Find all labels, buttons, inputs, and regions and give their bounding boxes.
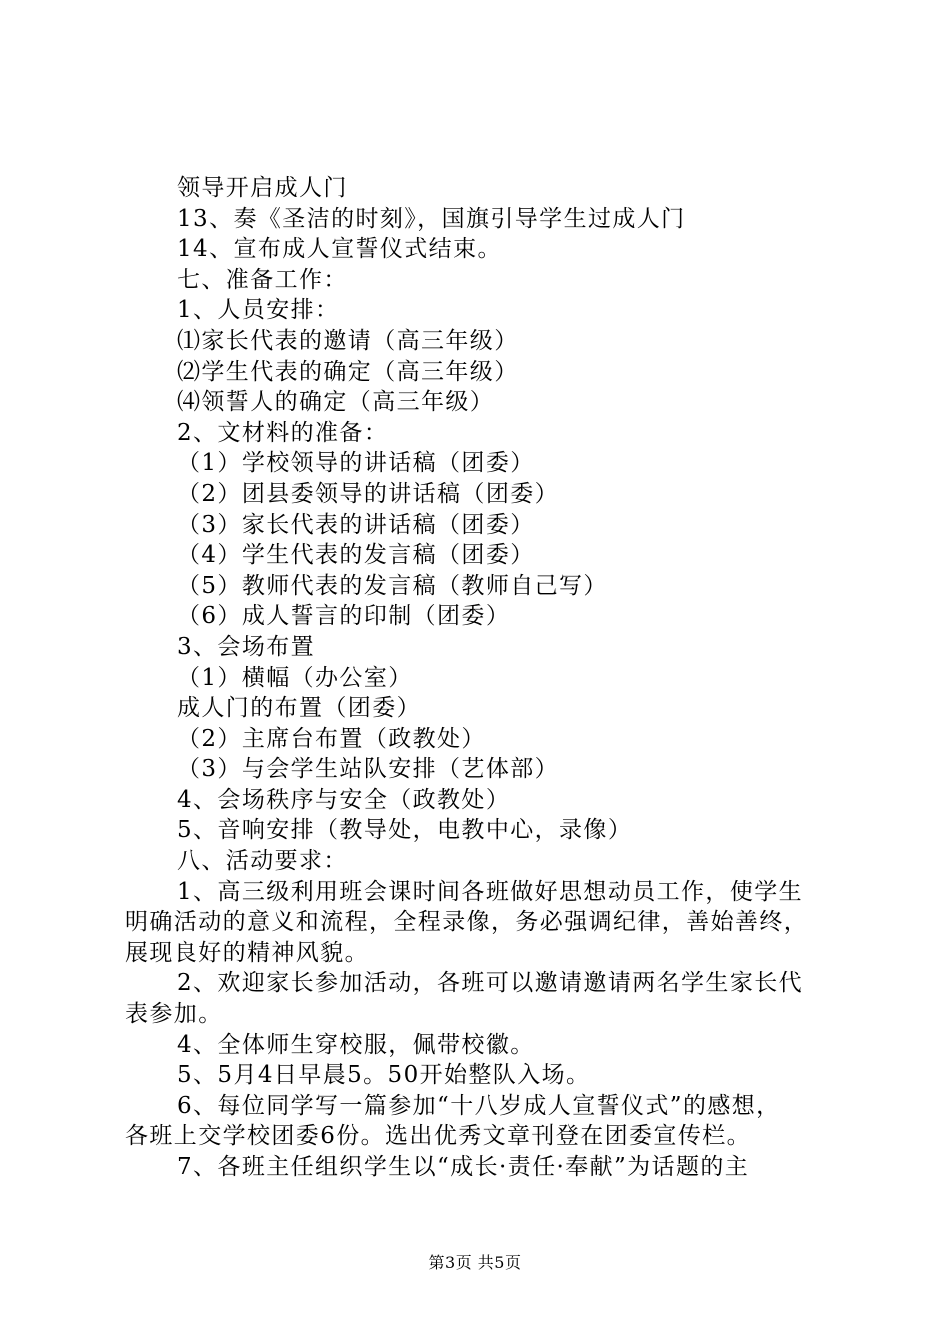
text-line: 2、欢迎家长参加活动，各班可以邀请邀请两名学生家长代 — [177, 970, 804, 997]
text-line: ⑷领誓人的确定（高三年级） — [177, 389, 495, 416]
text-line: 14、宣布成人宣誓仪式结束。 — [177, 236, 502, 263]
text-line: 七、准备工作： — [177, 266, 348, 293]
text-line: 4、会场秩序与安全（政教处） — [177, 786, 511, 813]
text-line: 各班上交学校团委6份。选出优秀文章刊登在团委宣传栏。 — [125, 1123, 752, 1150]
text-line: 4、全体师生穿校服，佩带校徽。 — [177, 1031, 535, 1058]
text-line: 3、会场布置 — [177, 633, 316, 660]
text-line: 2、文材料的准备： — [177, 419, 389, 446]
text-line: （1）学校领导的讲话稿（团委） — [177, 450, 535, 477]
text-line: ⑴家长代表的邀请（高三年级） — [177, 327, 519, 354]
text-line: （2）团县委领导的讲话稿（团委） — [177, 480, 560, 507]
text-line: 6、每位同学写一篇参加“十八岁成人宣誓仪式”的感想， — [177, 1092, 781, 1119]
text-line: 八、活动要求： — [177, 848, 348, 875]
text-line: 表参加。 — [125, 1001, 223, 1028]
text-line: （3）家长代表的讲话稿（团委） — [177, 511, 535, 538]
text-line: 成人门的布置（团委） — [177, 695, 421, 722]
text-line: （1）横幅（办公室） — [177, 664, 413, 691]
text-line: （3）与会学生站队安排（艺体部） — [177, 756, 560, 783]
text-line: 5、5月4日早晨5。50开始整队入场。 — [177, 1062, 591, 1089]
page-footer: 第3页 共5页 — [428, 1253, 522, 1272]
text-line: 明确活动的意义和流程，全程录像，务必强调纪律，善始善终， — [125, 909, 809, 936]
text-line: 展现良好的精神风貌。 — [125, 939, 369, 966]
text-line: 1、人员安排： — [177, 297, 340, 324]
text-line: 13、奏《圣洁的时刻》，国旗引导学生过成人门 — [177, 205, 686, 232]
text-line: 1、高三级利用班会课时间各班做好思想动员工作，使学生 — [177, 878, 804, 905]
text-line: （4）学生代表的发言稿（团委） — [177, 542, 535, 569]
text-line: 5、音响安排（教导处，电教中心，录像） — [177, 817, 633, 844]
text-line: （2）主席台布置（政教处） — [177, 725, 486, 752]
text-line: 7、各班主任组织学生以“成长·责任·奉献”为话题的主 — [177, 1154, 750, 1180]
text-line: 领导开启成人门 — [177, 175, 348, 201]
text-line: ⑵学生代表的确定（高三年级） — [177, 358, 519, 385]
text-line: （5）教师代表的发言稿（教师自己写） — [177, 572, 608, 599]
text-line: （6）成人誓言的印制（团委） — [177, 603, 511, 630]
document-body — [125, 173, 845, 1183]
